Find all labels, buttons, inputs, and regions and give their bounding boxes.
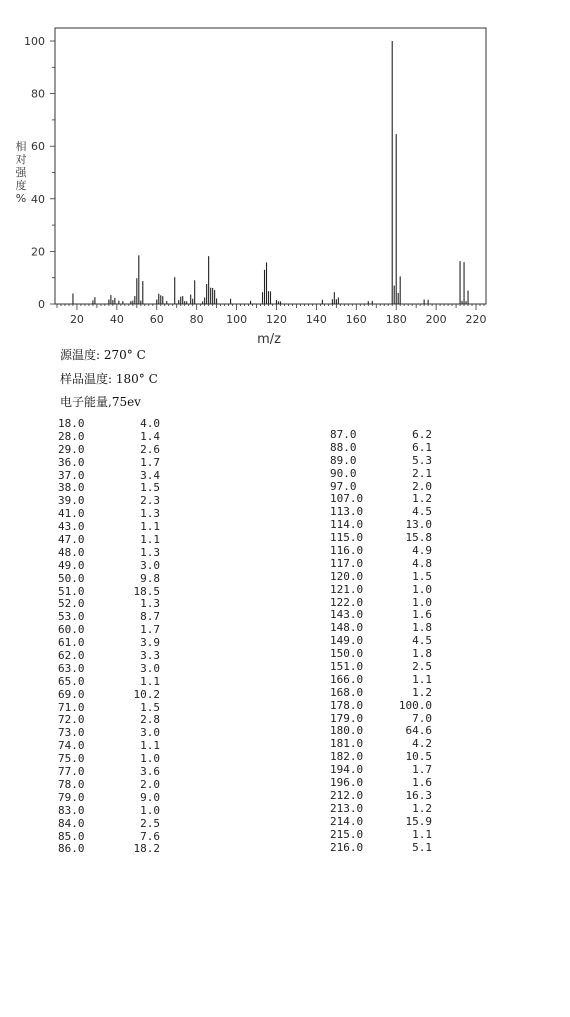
mz-value: 121.0 (330, 582, 364, 596)
table-row (58, 843, 160, 856)
intensity-value: 2.1 (412, 466, 432, 480)
intensity-value: 9.0 (140, 790, 160, 804)
x-tick-label: 140 (305, 313, 327, 326)
mz-value: 74.0 (58, 739, 85, 753)
intensity-value: 1.6 (412, 776, 432, 790)
mz-value: 84.0 (58, 816, 85, 830)
mz-value: 168.0 (330, 685, 364, 699)
mz-value: 79.0 (58, 790, 85, 804)
intensity-value: 1.4 (140, 429, 160, 443)
table-row (58, 766, 160, 779)
mz-value: 60.0 (58, 623, 85, 637)
intensity-value: 2.6 (140, 442, 160, 456)
intensity-value: 4.5 (412, 505, 432, 519)
intensity-value: 2.5 (412, 660, 432, 674)
intensity-value: 4.9 (412, 544, 432, 558)
y-tick-label: 20 (31, 245, 45, 259)
intensity-value: 10.2 (133, 687, 160, 701)
table-row (330, 545, 432, 558)
mz-value: 166.0 (330, 672, 364, 686)
mz-value: 90.0 (330, 466, 357, 480)
table-row (58, 805, 160, 818)
mz-value: 179.0 (330, 711, 364, 725)
intensity-value: 6.2 (412, 428, 432, 441)
table-row (330, 803, 432, 816)
mz-value: 89.0 (330, 453, 357, 467)
table-row (330, 790, 432, 803)
intensity-value: 1.2 (412, 685, 432, 699)
table-row (58, 689, 160, 702)
x-tick-label: 40 (109, 313, 124, 326)
intensity-value: 1.0 (140, 803, 160, 817)
intensity-value: 4.5 (412, 634, 432, 648)
table-row (330, 455, 432, 468)
table-row (58, 547, 160, 560)
y-axis-label-char: 对 (15, 153, 27, 166)
mz-value: 39.0 (58, 494, 85, 508)
mz-value: 114.0 (330, 518, 364, 532)
x-tick-label: 100 (226, 313, 248, 326)
mz-value: 87.0 (330, 428, 357, 441)
table-row (58, 418, 160, 431)
y-tick-label: 0 (38, 298, 45, 311)
table-row (330, 687, 432, 700)
table-row (58, 431, 160, 444)
table-row (330, 429, 432, 442)
mz-value: 194.0 (330, 763, 364, 777)
mz-value: 117.0 (330, 556, 364, 570)
intensity-value: 1.1 (412, 827, 432, 841)
table-row (58, 818, 160, 831)
intensity-value: 1.1 (140, 739, 160, 753)
table-row (330, 700, 432, 713)
mz-value: 18.0 (58, 417, 85, 430)
intensity-value: 13.0 (405, 518, 432, 532)
intensity-value: 18.2 (133, 842, 160, 856)
x-tick-label: 160 (345, 313, 367, 326)
table-row (330, 777, 432, 790)
mz-value: 43.0 (58, 520, 85, 534)
mz-value: 182.0 (330, 750, 364, 764)
mz-value: 107.0 (330, 492, 364, 506)
mz-value: 115.0 (330, 531, 364, 545)
intensity-value: 1.2 (412, 492, 432, 506)
intensity-value: 9.8 (140, 571, 160, 585)
table-row (58, 457, 160, 470)
y-ticks (24, 35, 55, 311)
mz-value: 28.0 (58, 429, 85, 443)
intensity-value: 2.3 (140, 494, 160, 508)
intensity-value: 1.1 (140, 533, 160, 547)
mz-value: 72.0 (58, 713, 85, 727)
mz-value: 52.0 (58, 597, 85, 611)
y-tick-label: 60 (31, 140, 45, 154)
mz-value: 29.0 (58, 442, 85, 456)
mz-value: 86.0 (58, 842, 85, 856)
mz-value: 47.0 (58, 533, 85, 547)
intensity-value: 1.3 (140, 545, 160, 559)
mz-value: 36.0 (58, 455, 85, 469)
mz-value: 196.0 (330, 776, 364, 790)
intensity-value: 1.0 (412, 582, 432, 596)
intensity-value: 1.0 (412, 595, 432, 609)
intensity-value: 6.1 (412, 440, 432, 454)
intensity-value: 1.7 (412, 763, 432, 777)
mz-value: 38.0 (58, 481, 85, 495)
mz-value: 148.0 (330, 621, 364, 635)
x-tick-label: 80 (189, 313, 204, 326)
table-row (330, 442, 432, 455)
intensity-value: 3.4 (140, 468, 160, 482)
intensity-value: 1.6 (412, 608, 432, 622)
y-axis-label-char: 相 (15, 140, 27, 153)
table-row (330, 829, 432, 842)
intensity-value: 1.7 (140, 455, 160, 469)
mz-value: 71.0 (58, 700, 85, 714)
mz-value: 151.0 (330, 660, 364, 674)
intensity-value: 4.2 (412, 737, 432, 751)
mz-value: 97.0 (330, 479, 357, 493)
intensity-value: 3.6 (140, 765, 160, 779)
mz-value: 50.0 (58, 571, 85, 585)
mz-value: 73.0 (58, 726, 85, 740)
mz-value: 122.0 (330, 595, 364, 609)
source-temperature: 源温度: 270° C (60, 348, 146, 362)
y-axis-label (16, 139, 28, 205)
mass-spectrum-chart (0, 0, 570, 350)
y-tick-label: 100 (24, 35, 45, 48)
table-row (58, 650, 160, 663)
peak-table-left (58, 418, 160, 856)
table-row (58, 676, 160, 689)
mz-value: 85.0 (58, 829, 85, 843)
intensity-value: 3.0 (140, 558, 160, 572)
intensity-value: 15.9 (405, 814, 432, 828)
y-axis-label-char: 度 (15, 179, 27, 192)
mz-value: 215.0 (330, 827, 364, 841)
intensity-value: 2.5 (140, 816, 160, 830)
table-row (58, 663, 160, 676)
mz-value: 61.0 (58, 636, 85, 650)
table-row (330, 468, 432, 481)
y-axis-label-char: 强 (15, 166, 27, 179)
mz-value: 49.0 (58, 558, 85, 572)
table-row (330, 584, 432, 597)
mz-value: 150.0 (330, 647, 364, 661)
mz-value: 216.0 (330, 840, 364, 854)
table-row (58, 560, 160, 573)
intensity-value: 1.2 (412, 801, 432, 815)
electron-energy: 电子能量,75ev (60, 395, 141, 409)
intensity-value: 1.3 (140, 597, 160, 611)
x-ticks (57, 304, 487, 326)
intensity-value: 5.1 (412, 840, 432, 854)
intensity-value: 1.5 (140, 481, 160, 495)
y-tick-label: 40 (31, 192, 45, 206)
intensity-value: 2.0 (412, 479, 432, 493)
table-row (330, 661, 432, 674)
table-row (330, 842, 432, 855)
intensity-value: 4.8 (412, 556, 432, 570)
intensity-value: 4.0 (140, 417, 160, 430)
x-tick-label: 180 (385, 313, 407, 326)
mz-value: 75.0 (58, 752, 85, 766)
intensity-value: 1.8 (412, 621, 432, 635)
intensity-value: 2.0 (140, 777, 160, 791)
mz-value: 65.0 (58, 674, 85, 688)
table-row (330, 558, 432, 571)
intensity-value: 1.5 (140, 700, 160, 714)
plot-frame (55, 28, 486, 304)
y-tick-label: 80 (31, 87, 45, 101)
intensity-value: 3.0 (140, 661, 160, 675)
table-row (58, 444, 160, 457)
table-row (58, 779, 160, 792)
intensity-value: 8.7 (140, 610, 160, 624)
intensity-value: 1.1 (412, 672, 432, 686)
intensity-value: 1.5 (412, 569, 432, 583)
mz-value: 149.0 (330, 634, 364, 648)
x-tick-label: 60 (149, 313, 164, 326)
mz-value: 214.0 (330, 814, 364, 828)
mz-value: 69.0 (58, 687, 85, 701)
mz-value: 212.0 (330, 788, 364, 802)
mz-value: 78.0 (58, 777, 85, 791)
intensity-value: 3.0 (140, 726, 160, 740)
intensity-value: 100.0 (398, 698, 432, 712)
mz-value: 48.0 (58, 545, 85, 559)
mz-value: 63.0 (58, 661, 85, 675)
intensity-value: 64.6 (405, 724, 432, 738)
x-tick-label: 200 (425, 313, 447, 326)
sample-temperature: 样品温度: 180° C (60, 372, 158, 386)
mz-value: 180.0 (330, 724, 364, 738)
mz-value: 88.0 (330, 440, 357, 454)
mz-value: 37.0 (58, 468, 85, 482)
mz-value: 62.0 (58, 649, 85, 663)
table-row (330, 816, 432, 829)
mz-value: 181.0 (330, 737, 364, 751)
x-tick-label: 120 (265, 313, 287, 326)
table-row (58, 573, 160, 586)
intensity-value: 1.1 (140, 520, 160, 534)
intensity-value: 7.0 (412, 711, 432, 725)
x-axis-label: m/z (257, 332, 281, 347)
intensity-value: 1.3 (140, 507, 160, 521)
intensity-value: 2.8 (140, 713, 160, 727)
peak-table-right (330, 429, 432, 854)
intensity-value: 1.8 (412, 647, 432, 661)
intensity-value: 5.3 (412, 453, 432, 467)
table-row (330, 571, 432, 584)
intensity-value: 7.6 (140, 829, 160, 843)
peaks-group (73, 41, 468, 304)
mz-value: 120.0 (330, 569, 364, 583)
mz-value: 41.0 (58, 507, 85, 521)
x-tick-label: 220 (465, 313, 487, 326)
mz-value: 143.0 (330, 608, 364, 622)
table-row (330, 674, 432, 687)
intensity-value: 3.3 (140, 649, 160, 663)
intensity-value: 3.9 (140, 636, 160, 650)
mz-value: 113.0 (330, 505, 364, 519)
intensity-value: 1.1 (140, 674, 160, 688)
intensity-value: 16.3 (405, 788, 432, 802)
mz-value: 116.0 (330, 544, 364, 558)
intensity-value: 1.7 (140, 623, 160, 637)
y-axis-label-char: % (15, 192, 27, 205)
mz-value: 77.0 (58, 765, 85, 779)
intensity-value: 10.5 (405, 750, 432, 764)
mz-value: 51.0 (58, 584, 85, 598)
mz-value: 83.0 (58, 803, 85, 817)
mz-value: 53.0 (58, 610, 85, 624)
intensity-value: 18.5 (133, 584, 160, 598)
table-row (58, 792, 160, 805)
intensity-value: 1.0 (140, 752, 160, 766)
table-row (58, 534, 160, 547)
x-tick-label: 20 (69, 313, 84, 326)
mz-value: 178.0 (330, 698, 364, 712)
intensity-value: 15.8 (405, 531, 432, 545)
mz-value: 213.0 (330, 801, 364, 815)
